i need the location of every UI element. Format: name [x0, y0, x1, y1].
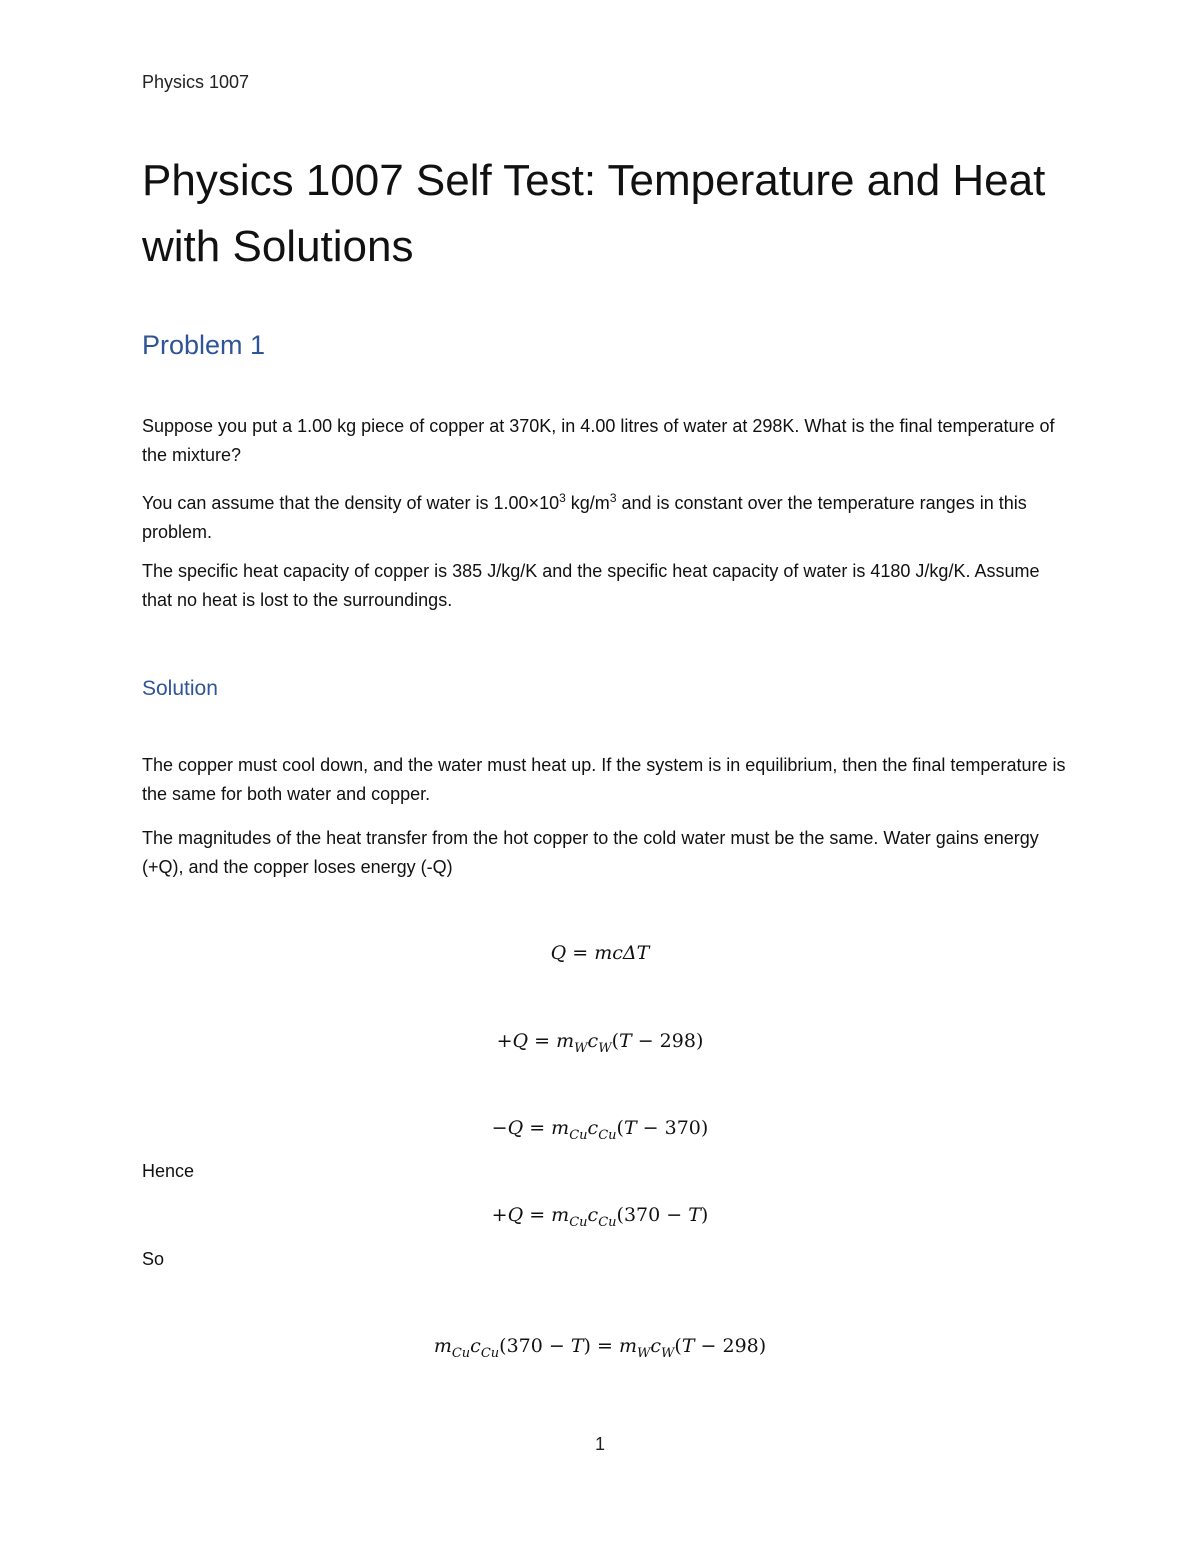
eq4-c: c: [587, 1204, 599, 1226]
so-label: So: [142, 1249, 165, 1269]
eq3-m: m: [551, 1117, 570, 1139]
equation-water: $+Q = m_Wc_W(T - 298)$: [496, 1030, 704, 1056]
problem-heading: Problem 1: [142, 330, 266, 360]
eq2-sign: +: [496, 1030, 513, 1052]
eq2-c: c: [587, 1030, 599, 1052]
eq5-var2: T: [681, 1335, 695, 1357]
eq5-var1: T: [570, 1335, 584, 1357]
eq4-num: 370: [623, 1204, 661, 1226]
eq1-rhs: mcΔT: [594, 942, 650, 964]
hence-label: Hence: [142, 1161, 195, 1181]
eq1-lhs: Q: [550, 942, 567, 964]
solution-paragraph-1: The copper must cool down, and the water must heat up. If the system is in equilibrium, then the final temperature is the same for both water and copper.: [142, 755, 1066, 804]
eq5-num2: 298: [722, 1335, 759, 1357]
problem-paragraph-1: Suppose you put a 1.00 kg piece of copper at 370K, in 4.00 litres of water at 298K. What is the final temperature of the mixture?: [142, 416, 1055, 465]
eq4-sub-m: Cu: [569, 1214, 588, 1230]
eq2-num: 298: [659, 1030, 696, 1052]
eq3-sign: −: [491, 1117, 508, 1139]
eq4-q: Q: [507, 1204, 524, 1226]
solution-paragraph-2: The magnitudes of the heat transfer from the hot copper to the cold water must be the same. Water gains energy (+Q), and the copper loses energy (-Q): [142, 828, 1039, 877]
eq4-m: m: [551, 1204, 570, 1226]
eq2-sub-m: W: [574, 1040, 588, 1056]
eq2-var: T: [618, 1030, 632, 1052]
eq3-q: Q: [507, 1117, 524, 1139]
equation-balance: $m_{Cu}c_{Cu}(370 - T) = m_Wc_W(T - 298)$: [433, 1335, 767, 1361]
eq5-sub-m2: W: [636, 1345, 651, 1361]
eq5-sub-c2: W: [661, 1345, 675, 1361]
eq3-c: c: [587, 1117, 599, 1139]
eq4-var: T: [688, 1204, 701, 1226]
eq3-num: 370: [664, 1117, 701, 1139]
problem-paragraph-2: [142, 484, 1072, 547]
density-exponent: 3: [559, 491, 566, 505]
equation-copper: $-Q = m_{Cu}c_{Cu}(T - 370)$: [491, 1117, 709, 1143]
document-title: Physics 1007 Self Test: Temperature and Heat with Solutions: [142, 156, 1046, 271]
eq3-sub-c: Cu: [598, 1127, 617, 1143]
problem-paragraph-3: The specific heat capacity of copper is 385 J/kg/K and the specific heat capacity of water is 4180 J/kg/K. Assume that no heat is lost to the surroundings.: [142, 561, 1040, 610]
eq4-sub-c: Cu: [598, 1214, 617, 1230]
eq5-num1: 370: [506, 1335, 543, 1357]
density-text-a: You can assume that the density of water is 1.00×10: [142, 493, 560, 513]
eq5-sub-c1: Cu: [480, 1345, 500, 1361]
page-header: Physics 1007: [142, 72, 250, 92]
eq5-sub-m1: Cu: [451, 1345, 471, 1361]
eq3-var: T: [623, 1117, 637, 1139]
solution-heading: Solution: [142, 677, 218, 700]
eq2-q: Q: [512, 1030, 529, 1052]
eq2-m: m: [556, 1030, 575, 1052]
eq3-sub-m: Cu: [569, 1127, 588, 1143]
equation-heat: Q = mcΔT: [550, 942, 650, 964]
equation-copper-positive: $+Q = m_{Cu}c_{Cu}(370 - T)$: [491, 1204, 709, 1230]
eq2-sub-c: W: [598, 1040, 612, 1056]
eq4-sign: +: [491, 1204, 508, 1226]
page-number: 1: [594, 1434, 605, 1454]
density-text-b: kg/m: [565, 493, 610, 513]
density-unit-exponent: 3: [609, 491, 617, 505]
density-text-c: and is constant over the temperature ranges in this problem.: [142, 493, 1027, 542]
